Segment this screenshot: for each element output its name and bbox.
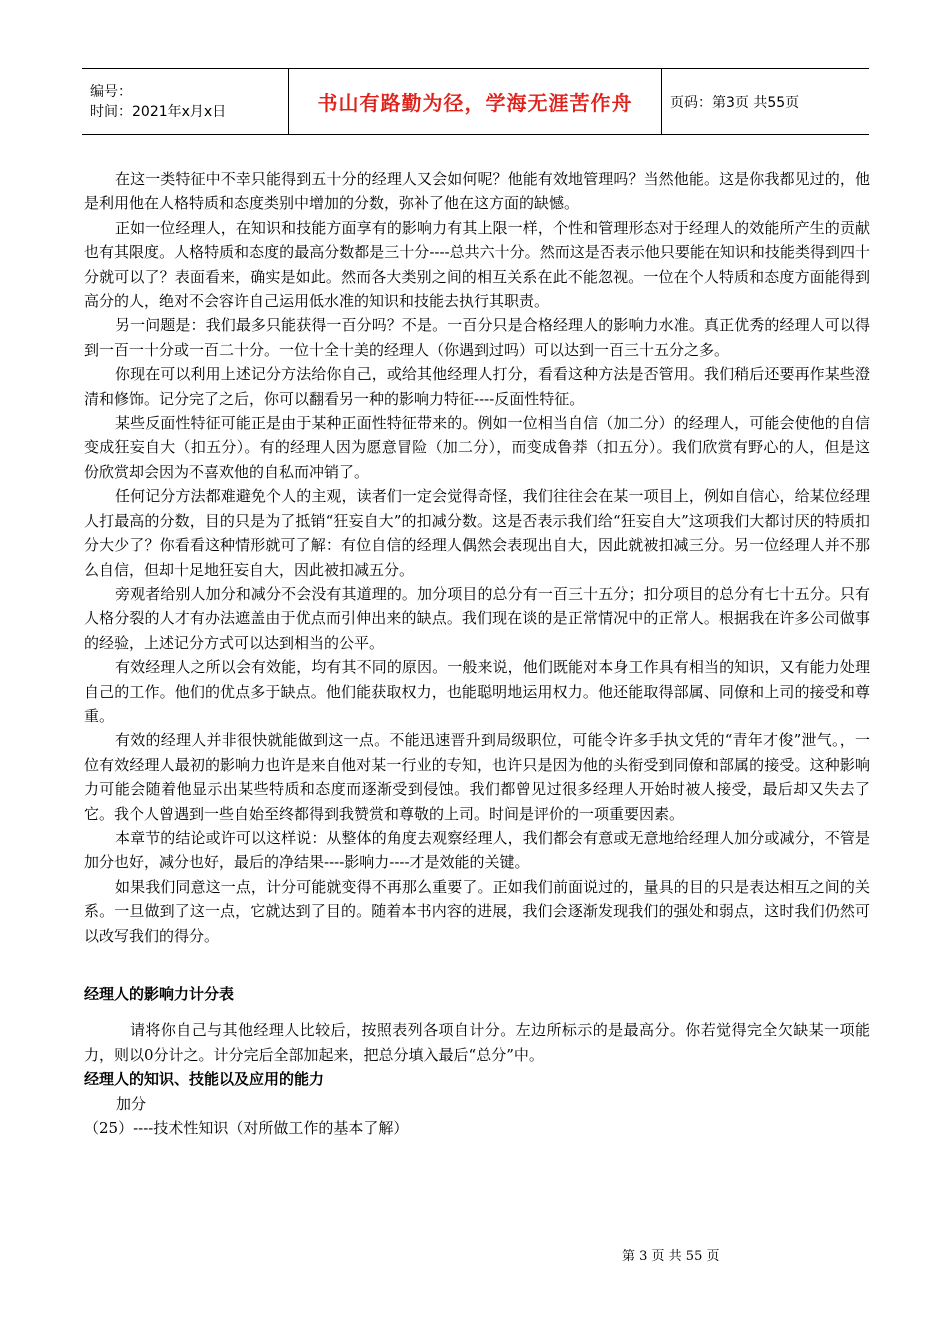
document-body [84, 167, 870, 1140]
spacer [84, 948, 870, 982]
body-paragraph-2: 正如一位经理人，在知识和技能方面享有的影响力有其上限一样，个性和管理形态对于经理人的效能所产生的贡献也有其限度。人格特质和态度的最高分数都是三十分----总共六十分。然而这是否表示他只要能在知识和技能类得到四十分就可以了？表面看来，确实是如此。然而各大类别之间的相互关系在此不能忽视。一位在个人特质和态度方面能得到高分的人，绝对不会容许自己运用低水准的知识和技能去执行其职责。 [84, 218, 870, 311]
header-motto-cell [289, 69, 662, 135]
header-left-cell [82, 69, 289, 135]
header-motto: 书山有路勤为径，学海无涯苦作舟 [317, 91, 633, 115]
header-page-info: 页码：第3页 共55页 [670, 94, 800, 111]
document-number-label: 编号： [90, 83, 132, 100]
body-paragraph-9: 有效的经理人并非很快就能做到这一点。不能迅速晋升到局级职位，可能令许多手执文凭的“青年才俊”泄气。，一位有效经理人最初的影响力也许是来自他对某一行业的专知，也许只是因为他的头衔受到同僚和部属的接受。这种影响力可能会随着他显示出某些特质和态度而逐渐受到侵蚀。我们都曾见过很多经理人开始时被人接受，最后却又失去了它。我个人曾遇到一些自始至终都得到我赞赏和尊敬的上司。时间是评价的一项重要因素。 [84, 731, 870, 823]
score-item-technical-knowledge: （25）----技术性知识（对所做工作的基本了解） [84, 1119, 409, 1138]
body-paragraph-10: 本章节的结论或许可以这样说：从整体的角度去观察经理人，我们都会有意或无意地给经理人加分或减分，不管是加分也好，减分也好，最后的净结果----影响力----才是效能的关键。 [84, 828, 870, 872]
body-paragraph-5: 某些反面性特征可能正是由于某种正面性特征带来的。例如一位相当自信（加二分）的经理人，可能会使他的自信变成狂妄自大（扣五分）。有的经理人因为愿意冒险（加二分），而变成鲁莽（扣五分）。我们欣赏有野心的人，但是这份欣赏却会因为不喜欢他的自私而冲销了。 [84, 414, 870, 481]
section-intro: 请将你自己与其他经理人比较后，按照表列各项自计分。左边所标示的是最高分。你若觉得完全欠缺某一项能力，则以0分计之。计分完后全部加起来，把总分填入最后“总分”中。 [84, 1021, 870, 1064]
plus-label: 加分 [116, 1094, 147, 1113]
section-subtitle: 经理人的知识、技能以及应用的能力 [84, 1070, 325, 1089]
body-paragraph-8: 有效经理人之所以会有效能，均有其不同的原因。一般来说，他们既能对本身工作具有相当的知识，又有能力处理自己的工作。他们的优点多于缺点。他们能获取权力，也能聪明地运用权力。他还能取得部属、同僚和上司的接受和尊重。 [84, 658, 870, 725]
body-paragraph-3: 另一问题是：我们最多只能获得一百分吗？不是。一百分只是合格经理人的影响力水准。真正优秀的经理人可以得到一百一十分或一百二十分。一位十全十美的经理人（你遇到过吗）可以达到一百三十五分之多。 [84, 316, 870, 359]
section-title: 经理人的影响力计分表 [84, 985, 235, 1003]
body-paragraph-1: 在这一类特征中不幸只能得到五十分的经理人又会如何呢？他能有效地管理吗？当然他能。这是你我都见过的，他是利用他在人格特质和态度类别中增加的分数，弥补了他在这方面的缺憾。 [84, 170, 870, 213]
body-paragraph-7: 旁观者给别人加分和减分不会没有其道理的。加分项目的总分有一百三十五分；扣分项目的总分有七十五分。只有人格分裂的人才有办法遮盖由于优点而引伸出来的缺点。我们现在谈的是正常情况中的正常人。根据我在许多公司做事的经验，上述记分方式可以达到相当的公平。 [84, 584, 870, 652]
page-header [82, 68, 869, 135]
spacer [84, 1006, 870, 1018]
body-paragraph-4: 你现在可以利用上述记分方法给你自己，或给其他经理人打分，看看这种方法是否管用。我们稍后还要再作某些澄清和修饰。记分完了之后，你可以翻看另一种的影响力特征----反面性特征。 [84, 365, 870, 408]
body-paragraph-6: 任何记分方法都难避免个人的主观，读者们一定会觉得奇怪，我们往往会在某一项目上，例如自信心，给某位经理人打最高的分数，目的只是为了抵销“狂妄自大”的扣减分数。这是否表示我们给“狂妄自大”这项我们大都讨厌的特质扣分大少了？你看看这种情形就可了解：有位自信的经理人偶然会表现出自大，因此就被扣减三分。另一位经理人并不那么自信，但却十足地狂妄自大，因此被扣减五分。 [84, 487, 870, 579]
body-paragraph-11: 如果我们同意这一点，计分可能就变得不再那么重要了。正如我们前面说过的，量具的目的只是表达相互之间的关系。一旦做到了这一点，它就达到了目的。随着本书内容的进展，我们会逐渐发现我们的强处和弱点，这时我们仍然可以改写我们的得分。 [84, 877, 870, 945]
page-footer: 第 3 页 共 55 页 [622, 1249, 720, 1264]
document-time-label: 时间：2021年x月x日 [90, 103, 227, 120]
